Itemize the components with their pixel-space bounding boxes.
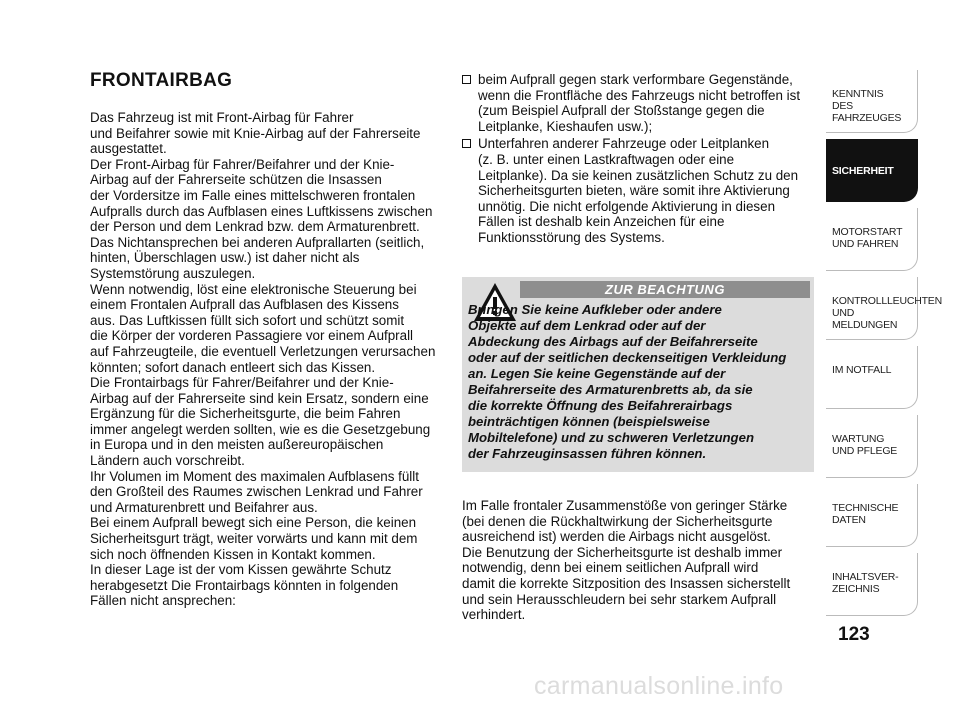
bullet-list — [462, 72, 814, 246]
bullet-text: beim Aufprall gegen stark verformbare Gegenstände, wenn die Frontfläche des Fahrzeugs nicht betroffen ist (zum Beispiel Aufprall der Stoßstange gegen die Leitplanke, Kieshaufen usw.); — [478, 72, 801, 134]
watermark: carmanualsonline.info — [534, 672, 784, 700]
tab-wartung-und-pflege[interactable]: WARTUNG UND PFLEGE — [826, 415, 918, 478]
bottom-section — [462, 498, 817, 623]
tab-technische-daten[interactable]: TECHNISCHE DATEN — [826, 484, 918, 547]
warning-header: ZUR BEACHTUNG — [520, 281, 810, 298]
left-paragraph: Das Fahrzeug ist mit Front-Airbag für Fahrer und Beifahrer sowie mit Knie-Airbag auf der Fahrerseite ausgestattet. Der Front-Airbag für Fahrer/Beifahrer und der Knie- Airbag auf der Fahrerseite schützen die Insassen der Vordersitze im Falle eines mittelschweren frontalen Aufpralls durch das Aufblasen eines Luftkissens zwischen der Person und dem Lenkrad bzw. dem Armaturenbrett. Das Nichtansprechen bei anderen Aufprallarten (seitlich, hinten, Überschlagen usw.) ist daher nicht als Systemstörung auszulegen. Wenn notwendig, löst eine elektronische Steuerung bei einem Frontalen Aufprall das Aufblasen des Kissens aus. Das Luftkissen füllt sich sofort und schützt somit die Körper der vorderen Passagiere vor einem Aufprall auf Fahrzeugteile, die eventuell Verletzungen verursachen könnten; sofort danach entleert sich das Kissen. Die Frontairbags für Fahrer/Beifahrer und der Knie- Airbag auf der Fahrerseite sind kein Ersatz, sondern eine Ergänzung für die Sicherheitsgurte, die beim Fahren immer angelegt werden sollten, wie es die Gesetzgebung in Europa und in den meisten außereuropäischen Ländern auch vorschreibt. Ihr Volumen im Moment des maximalen Aufblasens füllt den Großteil des Raumes zwischen Lenkrad und Fahrer und Armaturenbrett und Beifahrer aus. Bei einem Aufprall bewegt sich eine Person, die keinen Sicherheitsgurt trägt, weiter vorwärts und kann mit dem sich noch öffnenden Kissen in Kontakt kommen. In dieser Lage ist der vom Kissen gewährte Schutz herabgesetzt Die Frontairbags könnten in folgenden Fällen nicht ansprechen: — [90, 110, 436, 609]
tab-inhaltsverzeichnis[interactable]: INHALTSVER- ZEICHNIS — [826, 553, 918, 616]
tab-im-notfall[interactable]: IM NOTFALL — [826, 346, 918, 409]
bullet-text: Unterfahren anderer Fahrzeuge oder Leitplanken (z. B. unter einen Lastkraftwagen oder eine Leitplanke). Da sie keinen zusätzlichen Schutz zu den Sicherheitsgurten bieten, wäre somit ihre Aktivierung unnötig. Die nicht erfolgende Aktivierung in diesen Fällen ist deshalb kein Anzeichen für eine Funktionsstörung des Systems. — [478, 136, 799, 245]
list-item — [462, 136, 814, 245]
warning-text: Bringen Sie keine Aufkleber oder andere Objekte auf dem Lenkrad oder auf der Abdeckung des Airbags auf der Beifahrerseite oder auf der seitlichen deckenseitigen Verkleidung an. Legen Sie keine Gegenstände auf der Beifahrerseite des Armaturenbretts ab, da sie die korrekte Öffnung des Beifahrerairbags beinträchtigen können (beispielsweise Mobiltelefone) und zu schweren Verletzungen der Fahrzeuginsassen führen können. — [468, 302, 787, 461]
list-item — [462, 72, 814, 134]
tab-motorstart-und-fahren[interactable]: MOTORSTART UND FAHREN — [826, 208, 918, 271]
tab-kontrollleuchten-und-meldungen[interactable]: KONTROLLLEUCHTEN UND MELDUNGEN — [826, 277, 918, 340]
left-column — [90, 110, 445, 609]
page-number: 123 — [838, 624, 870, 645]
checkbox-bullet-icon — [462, 139, 471, 148]
page-title: FRONTAIRBAG — [90, 70, 233, 91]
checkbox-bullet-icon — [462, 75, 471, 84]
chapter-tabs — [826, 70, 942, 622]
bottom-paragraph: Im Falle frontaler Zusammenstöße von geringer Stärke (bei denen die Rückhaltwirkung der Sicherheitsgurte ausreichend ist) werden die Airbags nicht ausgelöst. Die Benutzung der Sicherheitsgurte ist deshalb immer notwendig, denn bei einem seitlichen Aufprall wird damit die korrekte Sitzposition des Insassen sicherstellt und sein Herausschleudern bei sehr starkem Aufprall verhindert. — [462, 498, 791, 623]
tab-kenntnis-des-fahrzeuges[interactable]: KENNTNIS DES FAHRZEUGES — [826, 70, 918, 133]
warning-box — [462, 277, 814, 472]
tab-sicherheit[interactable]: SICHERHEIT — [826, 139, 918, 202]
right-column — [462, 72, 814, 248]
